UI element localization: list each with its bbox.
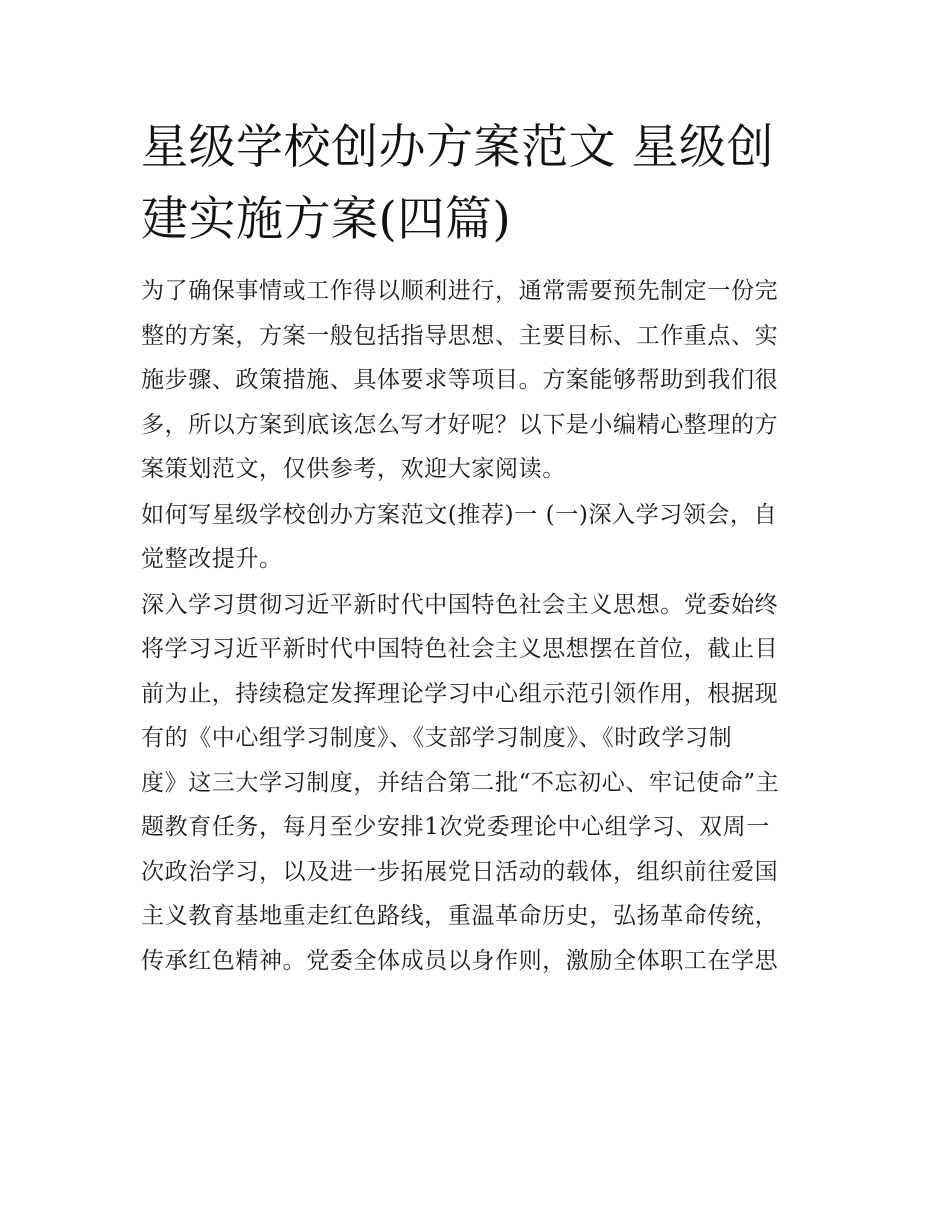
- text-line: 为了确保事情或工作得以顺利进行，通常需要预先制定一份完: [141, 278, 779, 304]
- text-line: 度》这三大学习制度，并结合第二批“不忘初心、牢记使命”主: [141, 769, 780, 796]
- document-content: [141, 112, 813, 983]
- text-line: 传承红色精神。党委全体成员以身作则，激励全体职工在学思: [141, 947, 779, 974]
- text-line: 深入学习贯彻习近平新时代中国特色社会主义思想。党委始终: [141, 591, 779, 618]
- section-heading-paragraph: [141, 493, 813, 582]
- body-paragraph: [141, 583, 813, 984]
- text-line: 前为止，持续稳定发挥理论学习中心组示范引领作用，根据现: [141, 680, 779, 707]
- text-line: 次政治学习，以及进一步拓展党日活动的载体，组织前往爱国: [141, 858, 779, 885]
- text-line: 整的方案，方案一般包括指导思想、主要目标、工作重点、实: [141, 322, 779, 349]
- text-line: 案策划范文，仅供参考，欢迎大家阅读。: [141, 456, 566, 482]
- text-line: 主义教育基地重走红色路线，重温革命历史，弘扬革命传统，: [141, 903, 779, 929]
- text-line: 将学习习近平新时代中国特色社会主义思想摆在首位，截止目: [141, 636, 779, 662]
- text-line: 题教育任务，每月至少安排1次党委理论中心组学习、双周一: [141, 814, 770, 840]
- text-line: 如何写星级学校创办方案范文(推荐)一 (一)深入学习领会，自: [141, 501, 778, 528]
- text-line: 有的《中心组学习制度》、《支部学习制度》、《时政学习制: [141, 725, 733, 751]
- text-line: 多，所以方案到底该怎么写才好呢？以下是小编精心整理的方: [141, 411, 779, 438]
- text-line: 觉整改提升。: [141, 546, 283, 572]
- document-title: [141, 112, 813, 256]
- intro-paragraph: [141, 269, 813, 492]
- text-line: 施步骤、政策措施、具体要求等项目。方案能够帮助到我们很: [141, 367, 779, 393]
- title-line: 星级学校创办方案范文 星级创: [141, 120, 774, 175]
- title-line: 建实施方案(四篇): [141, 192, 512, 247]
